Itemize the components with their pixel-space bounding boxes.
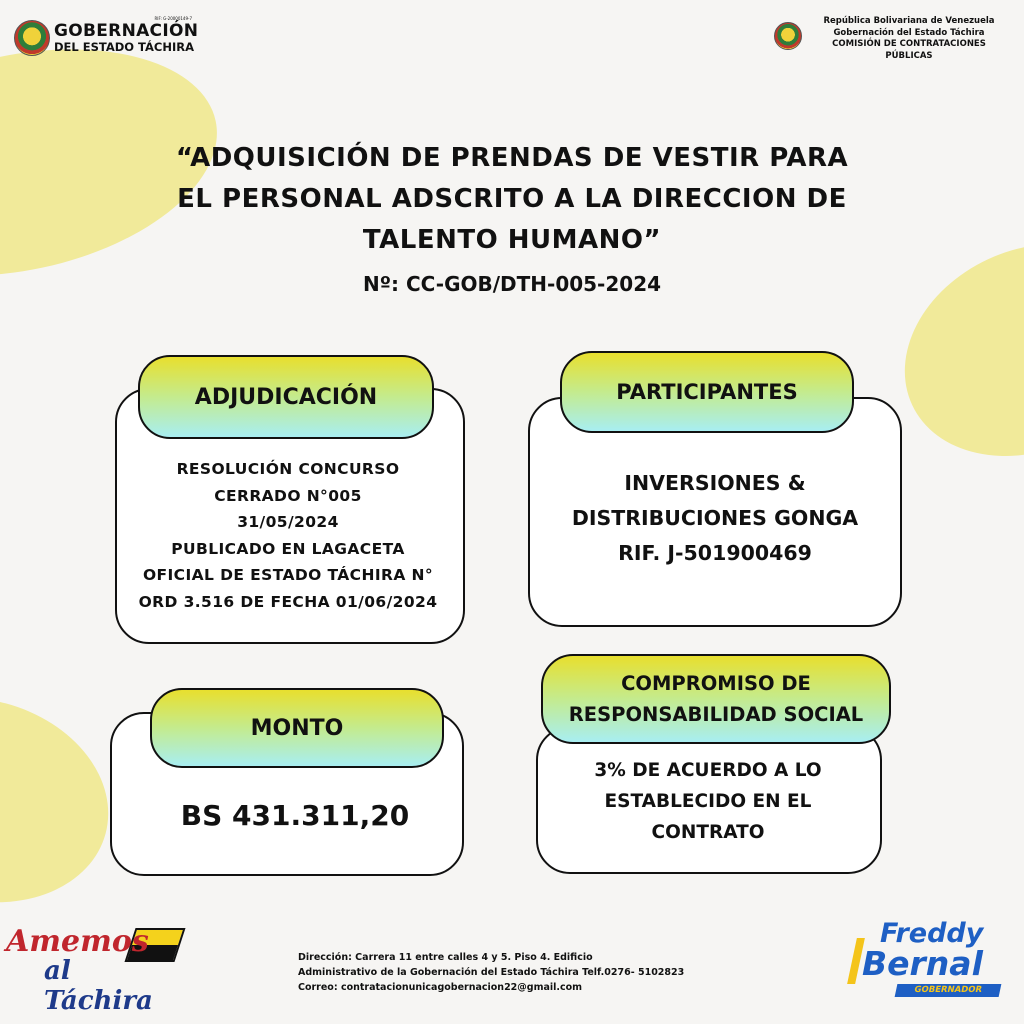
logo-line2: DEL ESTADO TÁCHIRA — [54, 39, 194, 54]
adjudicacion-tab — [138, 355, 434, 439]
page-title — [140, 138, 884, 261]
compromiso-line: 3% DE ACUERDO A LO — [594, 760, 822, 781]
institution-header — [772, 16, 1012, 66]
title-line2: EL PERSONAL ADSCRITO A LA DIRECCION DE — [177, 184, 847, 214]
contact-address — [298, 950, 738, 995]
institution-line4: PÚBLICAS — [885, 50, 933, 61]
institution-line1: República Bolivariana de Venezuela — [823, 16, 995, 26]
adjudicacion-line: RESOLUCIÓN CONCURSO — [176, 460, 400, 478]
compromiso-details — [520, 755, 896, 848]
participantes-line: RIF. J-501900469 — [618, 541, 812, 565]
title-line1: “ADQUISICIÓN DE PRENDAS DE VESTIR PARA — [175, 143, 849, 173]
brand-line1: Freddy — [880, 918, 984, 949]
address-line1: Dirección: Carrera 11 entre calles 4 y 5. Piso 4. Edificio — [298, 952, 593, 963]
adjudicacion-line: 31/05/2024 — [237, 513, 339, 531]
compromiso-line: CONTRATO — [651, 822, 765, 843]
gobernacion-logo — [14, 16, 199, 58]
participantes-label: PARTICIPANTES — [616, 380, 798, 404]
coat-of-arms-icon — [774, 22, 802, 50]
participantes-tab — [560, 351, 854, 433]
brand-line2: Bernal — [862, 944, 983, 983]
adjudicacion-line: PUBLICADO EN LAGACETA — [171, 539, 405, 558]
amemos-tachira-logo — [6, 922, 176, 1016]
monto-tab — [150, 688, 444, 768]
logo-line1: GOBERNACIÓN — [54, 20, 199, 41]
brand-tag: GOBERNADOR — [895, 984, 1002, 997]
participantes-details — [528, 466, 902, 571]
process-number: Nº: CC-GOB/DTH-005-2024 — [362, 272, 662, 296]
adjudicacion-line: OFICIAL DE ESTADO TÁCHIRA N° — [142, 566, 434, 584]
institution-line3: COMISIÓN DE CONTRATACIONES — [832, 39, 986, 49]
adjudicacion-line: CERRADO N°005 — [214, 486, 362, 505]
adjudicacion-line: ORD 3.516 DE FECHA 01/06/2024 — [138, 592, 438, 611]
compromiso-label-line2: RESPONSABILIDAD SOCIAL — [568, 703, 864, 726]
address-email: Correo: contratacionunicagobernacion22@gmail.com — [298, 982, 583, 993]
freddy-bernal-logo — [844, 918, 1004, 1000]
participantes-line: INVERSIONES & — [624, 471, 806, 495]
logo-tiny-text: RIF: G-20000149-7 — [154, 16, 192, 21]
compromiso-tab — [541, 654, 891, 744]
compromiso-label-line1: COMPROMISO DE — [621, 672, 811, 695]
address-line2: Administrativo de la Gobernación del Estado Táchira Telf.0276- 5102823 — [298, 967, 685, 978]
adjudicacion-label: ADJUDICACIÓN — [194, 384, 378, 410]
adjudicacion-details — [110, 456, 466, 615]
compromiso-line: ESTABLECIDO EN EL — [604, 791, 812, 812]
monto-label: MONTO — [250, 715, 344, 741]
coat-of-arms-icon — [14, 20, 50, 56]
slogan-line1: Amemos — [6, 924, 149, 959]
participantes-line: DISTRIBUCIONES GONGA — [571, 506, 859, 530]
institution-line2: Gobernación del Estado Táchira — [833, 27, 985, 38]
title-line3: TALENTO HUMANO” — [362, 225, 662, 255]
monto-value: BS 431.311,20 — [180, 799, 410, 832]
slogan-line2: al Táchira — [44, 956, 153, 1016]
